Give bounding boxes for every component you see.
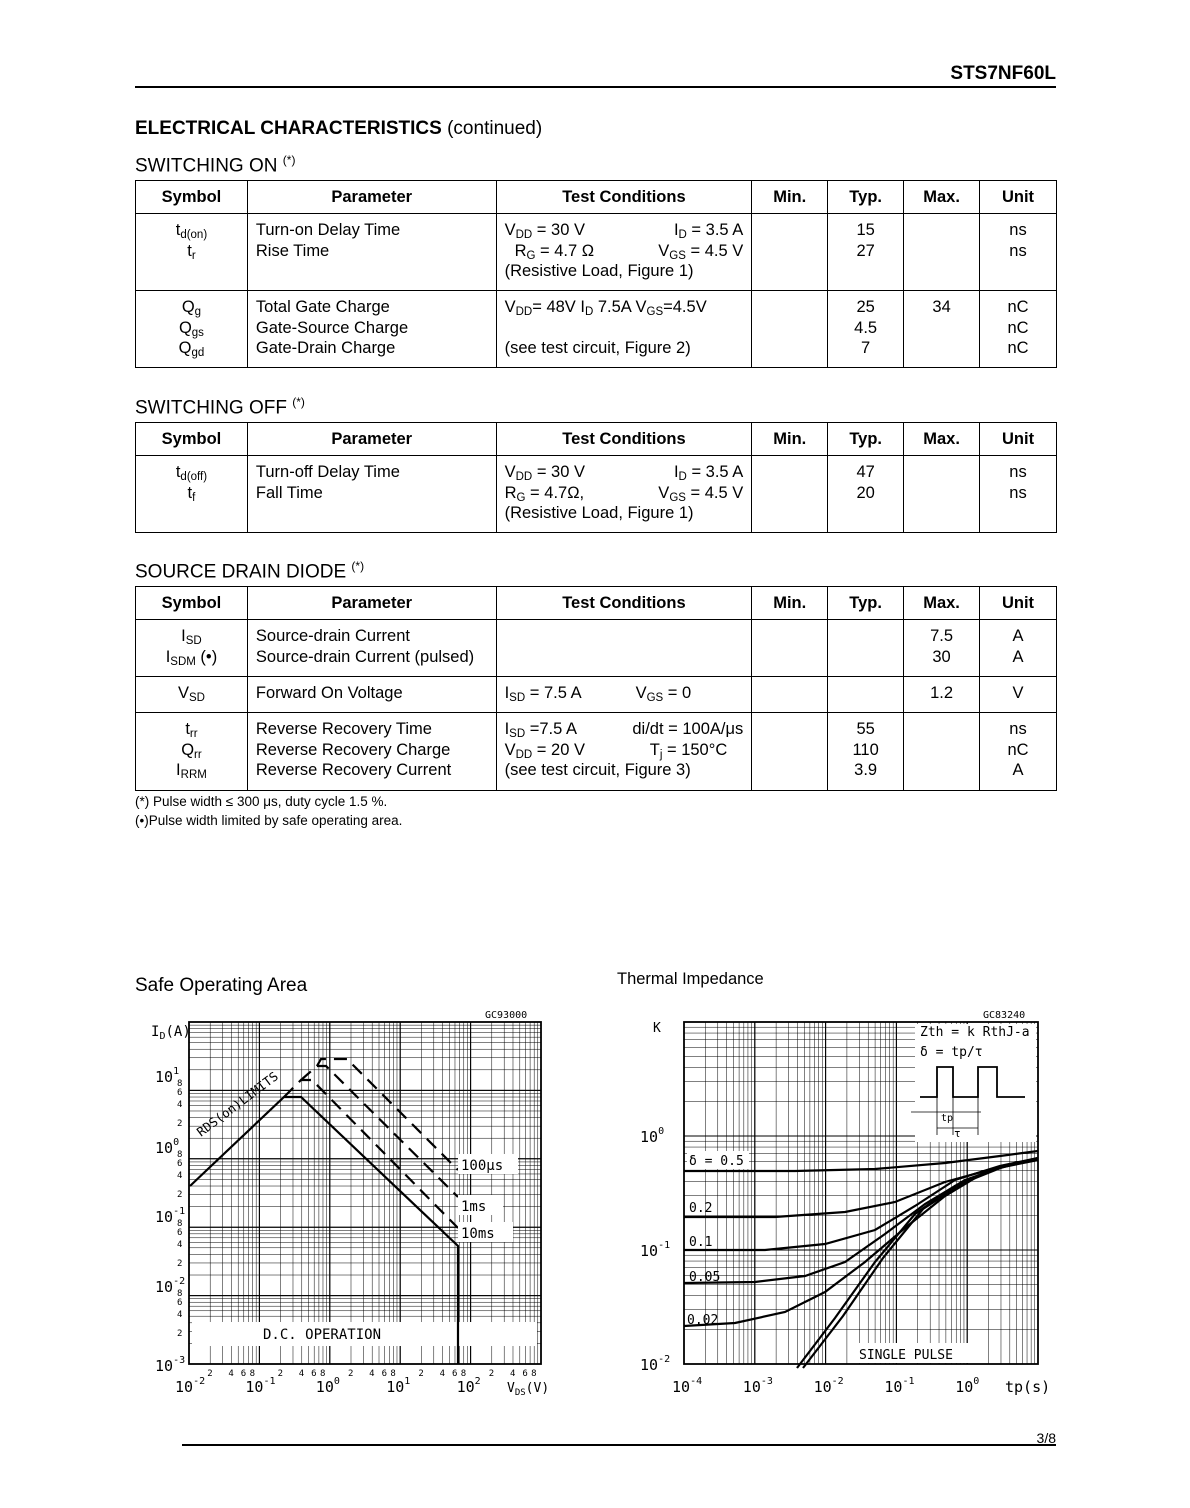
typ-cell: [828, 677, 904, 713]
thermal-code: GC83240: [983, 1010, 1026, 1021]
curve-label-0.05: 0.05: [689, 1270, 721, 1285]
table-row: [136, 214, 1057, 291]
col-test-conditions: Test Conditions: [496, 423, 752, 456]
col-min: Min.: [752, 587, 828, 620]
soa-ylabel: $I_D(A)$: [151, 1024, 191, 1042]
curve-label-10ms: 10ms: [461, 1226, 495, 1242]
curve-label-1ms: 1ms: [461, 1199, 487, 1215]
col-symbol: Symbol: [136, 423, 248, 456]
soa-ytick-minor: 8: [177, 1219, 183, 1229]
soa-grid: [189, 1022, 541, 1364]
curve-label-0.5: δ = 0.5: [689, 1154, 744, 1169]
soa-ytick-minor: 6: [177, 1159, 183, 1169]
dc-operation-label: D.C. OPERATION: [263, 1327, 382, 1343]
unit-cell: ns nC A: [980, 713, 1057, 791]
conditions-cell: $V_{DD}= 48V$ $I_D$ 7.5A $V_{GS}=4.5V$ (see test circuit, Figure 2): [496, 291, 752, 368]
symbol-cell: $I_{SD}$ $I_{SDM}$ (•): [136, 620, 248, 677]
soa-ytick-minor: 2: [177, 1190, 183, 1200]
soa-ytick-label: $10^{-1}$: [155, 1206, 186, 1226]
soa-xtick-minor: 8: [460, 1369, 467, 1379]
formula-delta: δ = tp/τ: [920, 1045, 983, 1060]
thermal-curves: [684, 1151, 1038, 1368]
max-cell: [904, 713, 980, 791]
table-header-row: [136, 423, 1057, 456]
source-drain-table: [135, 586, 1057, 791]
col-parameter: Parameter: [247, 181, 496, 214]
part-number: STS7NF60L: [950, 63, 1056, 84]
soa-xtick-minor: 2: [207, 1369, 213, 1379]
soa-ytick-minor: 4: [177, 1310, 183, 1320]
conditions-cell: $V_{DD} = 30$ V $I_D = 3.5$ A $R_G = 4.7\Omega$, $V_{GS} = 4.5$ V (Resistive Load, Figure 1): [496, 456, 752, 533]
unit-cell: ns ns: [980, 456, 1057, 533]
curve-label-0.2: 0.2: [689, 1201, 713, 1216]
soa-xtick-minor: 8: [249, 1369, 255, 1379]
thermal-xlabel: tp(s): [1005, 1378, 1051, 1396]
soa-ytick-minor: 4: [177, 1240, 183, 1250]
thermal-title: Thermal Impedance: [617, 970, 764, 988]
soa-xtick-minor: 2: [277, 1369, 284, 1379]
tau-label: τ: [954, 1127, 961, 1140]
soa-xtick-minor: 8: [319, 1369, 326, 1379]
soa-ytick-minor: 8: [177, 1150, 183, 1160]
soa-xtick-minor: 6: [240, 1369, 247, 1379]
switching-on-table: [135, 180, 1057, 368]
unit-cell: A A: [980, 620, 1057, 677]
header-rule: [135, 86, 1056, 88]
min-cell: [752, 713, 828, 791]
typ-cell: 47 20: [828, 456, 904, 533]
soa-ytick-minor: 4: [177, 1100, 183, 1110]
soa-plot-frame: [189, 1022, 541, 1364]
soa-xtick-minor: 4: [298, 1369, 305, 1379]
typ-cell: 15 27: [828, 214, 904, 291]
soa-xtick-minor: 2: [488, 1369, 495, 1379]
soa-xtick-minor: 4: [369, 1369, 375, 1379]
soa-xtick-label: $10^{-1}$: [245, 1376, 276, 1396]
thermal-curve-0.02: [684, 1158, 1038, 1326]
thermal-ytick-label: $10^0$: [640, 1126, 665, 1146]
col-unit: Unit: [980, 587, 1057, 620]
curve-label-0.02: 0.02: [687, 1313, 719, 1328]
thermal-xtick-label: $10^{-1}$: [884, 1376, 915, 1396]
soa-xtick-label: $10^{-2}$: [175, 1376, 206, 1396]
max-cell: [904, 214, 980, 291]
symbol-cell: $t_{d(on)}$ $t_r$: [136, 214, 248, 291]
table-row: [136, 291, 1057, 368]
soa-xtick-minor: 6: [451, 1369, 458, 1379]
soa-ytick-minor: 2: [177, 1259, 183, 1269]
soa-chart: [135, 1000, 565, 1410]
thermal-xtick-label: $10^{-3}$: [742, 1376, 773, 1396]
col-unit: Unit: [980, 423, 1057, 456]
switching-off-title: SWITCHING OFF (*): [135, 395, 305, 419]
switching-off-table: [135, 422, 1057, 533]
soa-xtick-minor: 6: [381, 1369, 388, 1379]
col-parameter: Parameter: [247, 587, 496, 620]
max-cell: 7.5 30: [904, 620, 980, 677]
parameter-cell: Total Gate Charge Gate-Source Charge Gate-Drain Charge: [247, 291, 496, 368]
table-row: [136, 456, 1057, 533]
min-cell: [752, 291, 828, 368]
table-header-row: [136, 587, 1057, 620]
col-test-conditions: Test Conditions: [496, 181, 752, 214]
soa-xtick-minor: 6: [311, 1369, 317, 1379]
min-cell: [752, 620, 828, 677]
footnote-safe-area: (•)Pulse width limited by safe operating area.: [135, 813, 403, 828]
curve-label-100us: 100μs: [461, 1158, 504, 1174]
soa-xtick-label: $10^2$: [456, 1376, 481, 1396]
soa-xtick-label: $10^0$: [315, 1376, 340, 1396]
parameter-cell: Turn-on Delay Time Rise Time: [247, 214, 496, 291]
single-pulse-label: SINGLE PULSE: [859, 1348, 953, 1363]
parameter-cell: Forward On Voltage: [247, 677, 496, 713]
soa-xtick-minor: 2: [347, 1369, 354, 1379]
soa-ytick-label: $10^1$: [155, 1066, 180, 1086]
soa-ytick-minor: 2: [177, 1329, 183, 1339]
soa-ytick-minor: 4: [177, 1171, 183, 1181]
footnote-pulse: (*) Pulse width ≤ 300 μs, duty cycle 1.5 %.: [135, 794, 388, 809]
thermal-chart: [615, 1000, 1055, 1410]
col-max: Max.: [904, 423, 980, 456]
conditions-cell: $V_{DD} = 30$ V $I_D = 3.5$ A $R_G = 4.7$ Ω $V_{GS} = 4.5$ V (Resistive Load, Figure 1): [496, 214, 752, 291]
symbol-cell: $t_{rr}$ $Q_{rr}$ $I_{RRM}$: [136, 713, 248, 791]
thermal-ytick-label: $10^{-2}$: [640, 1354, 671, 1374]
parameter-cell: Source-drain Current Source-drain Current (pulsed): [247, 620, 496, 677]
col-min: Min.: [752, 423, 828, 456]
soa-xtick-label: $10^1$: [386, 1376, 411, 1396]
soa-ytick-minor: 8: [177, 1289, 183, 1299]
col-min: Min.: [752, 181, 828, 214]
min-cell: [752, 456, 828, 533]
soa-code: GC93000: [485, 1010, 528, 1021]
soa-xtick-minor: 4: [509, 1369, 516, 1379]
soa-ytick-label: $10^{-3}$: [155, 1355, 186, 1375]
soa-ytick-minor: 6: [177, 1228, 183, 1238]
rds-limit-label: RDS(on)LIMITS: [193, 1068, 281, 1140]
min-cell: [752, 214, 828, 291]
typ-cell: [828, 620, 904, 677]
curve-label-0.1: 0.1: [689, 1235, 713, 1250]
col-symbol: Symbol: [136, 181, 248, 214]
soa-xtick-minor: 2: [418, 1369, 424, 1379]
formula-box: [915, 1024, 1036, 1142]
soa-ytick-minor: 8: [177, 1079, 183, 1089]
soa-1ms-curve: [301, 1066, 458, 1197]
typ-cell: 25 4.5 7: [828, 291, 904, 368]
max-cell: 1.2: [904, 677, 980, 713]
max-cell: [904, 456, 980, 533]
col-typ: Typ.: [828, 587, 904, 620]
tp-label: tp: [941, 1113, 954, 1124]
thermal-xtick-label: $10^0$: [955, 1376, 980, 1396]
table-row: [136, 620, 1057, 677]
soa-ytick-label: $10^0$: [155, 1137, 180, 1157]
col-max: Max.: [904, 181, 980, 214]
section-title: ELECTRICAL CHARACTERISTICS (continued): [135, 118, 543, 139]
table-row: [136, 677, 1057, 713]
table-header-row: [136, 181, 1057, 214]
parameter-cell: Reverse Recovery Time Reverse Recovery Charge Reverse Recovery Current: [247, 713, 496, 791]
source-drain-title: SOURCE DRAIN DIODE (*): [135, 559, 365, 583]
thermal-ylabel: K: [653, 1021, 661, 1036]
col-symbol: Symbol: [136, 587, 248, 620]
soa-100us-curve: [317, 1059, 458, 1170]
col-max: Max.: [904, 587, 980, 620]
conditions-cell: [496, 620, 752, 677]
unit-cell: ns ns: [980, 214, 1057, 291]
symbol-cell: $V_{SD}$: [136, 677, 248, 713]
col-test-conditions: Test Conditions: [496, 587, 752, 620]
soa-xtick-minor: 4: [228, 1369, 234, 1379]
soa-10ms-curve: [284, 1080, 458, 1228]
soa-ytick-minor: 2: [177, 1119, 183, 1129]
soa-xtick-minor: 4: [439, 1369, 446, 1379]
parameter-cell: Turn-off Delay Time Fall Time: [247, 456, 496, 533]
soa-ytick-minor: 6: [177, 1088, 183, 1098]
col-parameter: Parameter: [247, 423, 496, 456]
thermal-xtick-label: $10^{-2}$: [813, 1376, 844, 1396]
table-row: [136, 713, 1057, 791]
col-unit: Unit: [980, 181, 1057, 214]
thermal-ytick-label: $10^{-1}$: [640, 1240, 671, 1260]
soa-xtick-minor: 8: [390, 1369, 396, 1379]
conditions-cell: $I_{SD} =7.5$ A di/dt = 100A/μs $V_{DD} = 20$ V $T_j = 150^\circ C$ (see test circuit, Figure 3): [496, 713, 752, 791]
soa-xtick-minor: 8: [531, 1369, 537, 1379]
conditions-cell: $I_{SD} = 7.5$ A $V_{GS} = 0$: [496, 677, 752, 713]
page-number: 3/8: [1036, 1430, 1056, 1446]
unit-cell: V: [980, 677, 1057, 713]
formula-zth: Zth = k RthJ-a: [920, 1025, 1030, 1040]
col-typ: Typ.: [828, 423, 904, 456]
soa-xtick-minor: 6: [522, 1369, 528, 1379]
thermal-xtick-label: $10^{-4}$: [672, 1376, 703, 1396]
max-cell: 34: [904, 291, 980, 368]
symbol-cell: $Q_g$ $Q_{gs}$ $Q_{gd}$: [136, 291, 248, 368]
soa-ytick-label: $10^{-2}$: [155, 1276, 186, 1296]
footer-rule: [182, 1444, 1056, 1446]
unit-cell: nC nC nC: [980, 291, 1057, 368]
col-typ: Typ.: [828, 181, 904, 214]
soa-ytick-minor: 6: [177, 1298, 183, 1308]
symbol-cell: $t_{d(off)}$ $t_f$: [136, 456, 248, 533]
typ-cell: 55 110 3.9: [828, 713, 904, 791]
soa-xlabel: $V_{DS}(V)$: [507, 1381, 550, 1398]
min-cell: [752, 677, 828, 713]
switching-on-title: SWITCHING ON (*): [135, 153, 296, 177]
soa-title: Safe Operating Area: [135, 975, 308, 996]
